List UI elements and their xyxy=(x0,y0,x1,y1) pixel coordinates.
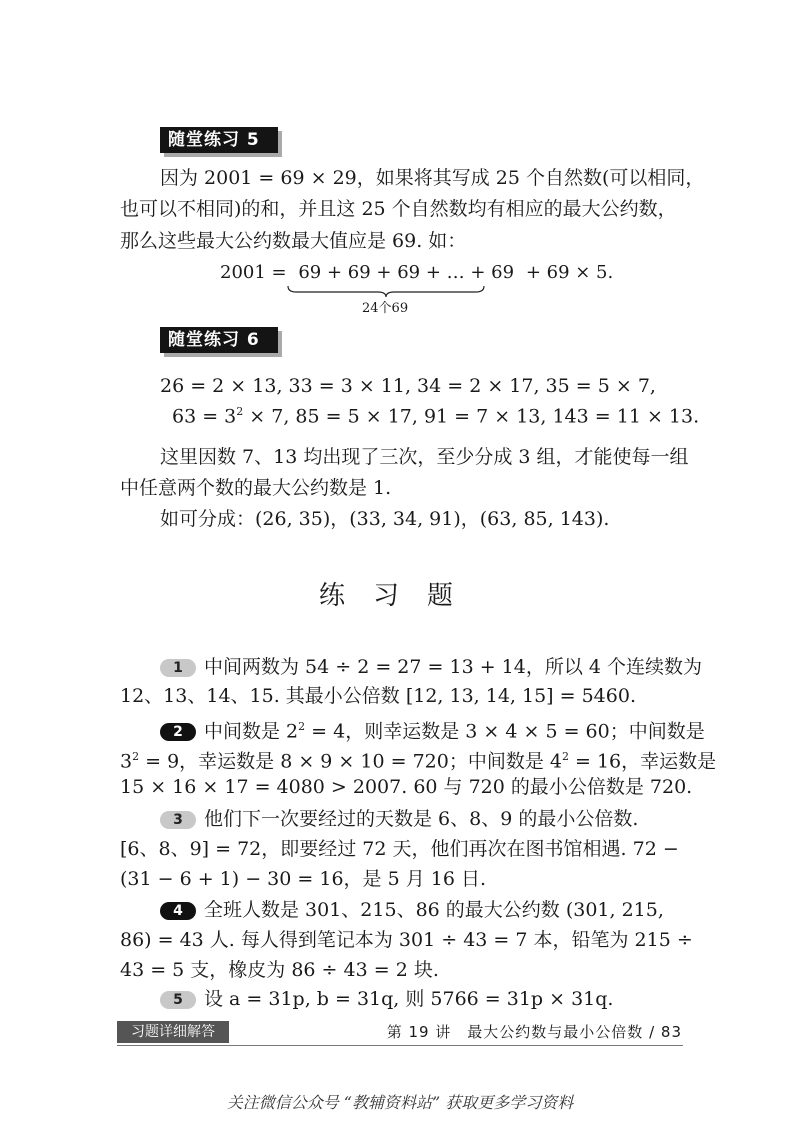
section-5-heading xyxy=(160,127,282,157)
section-6-line-3: 如可分成：(26, 35)，(33, 34, 91)，(63, 85, 143). xyxy=(160,508,610,530)
exercise-4-number: 4 xyxy=(160,902,196,920)
watermark-text: 关注微信公众号 “教辅资料站” 获取更多学习资料 xyxy=(226,1093,574,1112)
section-5-heading-label: 随堂练习 5 xyxy=(160,127,278,153)
exercise-4-line-1 xyxy=(160,897,664,923)
equation-brace-term: 69 + 69 + 69 + … + 69 xyxy=(298,262,515,283)
exercise-1-number: 1 xyxy=(160,659,196,677)
exercise-4-text-1: 全班人数是 301、215、86 的最大公约数 (301, 215, xyxy=(204,899,664,921)
section-6-equation-1: 26 = 2 × 13, 33 = 3 × 11, 34 = 2 × 17, 35 = 5 × 7, xyxy=(160,375,656,397)
footer-divider xyxy=(117,1045,683,1046)
exercise-5-text: 设 a = 31p, b = 31q, 则 5766 = 31p × 31q. xyxy=(204,988,614,1010)
section-6-equation-2 xyxy=(172,405,699,427)
exercise-4-line-3: 43 = 5 支，橡皮为 86 ÷ 43 = 2 块. xyxy=(120,959,439,981)
eq2-exponent: 2 xyxy=(236,405,244,418)
section-5-line-2: 也可以不相同)的和，并且这 25 个自然数均有相应的最大公约数， xyxy=(120,198,677,220)
exercise-2-text-2a: 3 xyxy=(120,750,133,773)
equation-right: + 69 × 5. xyxy=(525,262,614,283)
section-5-line-1: 因为 2001 = 69 × 29，如果将其写成 25 个自然数(可以相同， xyxy=(160,167,705,189)
eq2-part-b: × 7, 85 = 5 × 17, 91 = 7 × 13, 143 = 11 × 13. xyxy=(243,405,700,428)
section-6-line-1: 这里因数 7、13 均出现了三次，至少分成 3 组，才能使每一组 xyxy=(160,446,689,468)
exercise-2-exp-3: 2 xyxy=(561,750,569,763)
exercise-2-text-2c: = 16，幸运数是 xyxy=(568,750,717,773)
exercise-2-line-3: 15 × 16 × 17 = 4080 > 2007. 60 与 720 的最小公倍数是 720. xyxy=(120,776,693,798)
eq2-part-a: 63 = 3 xyxy=(172,405,237,428)
section-5-line-3: 那么这些最大公约数最大值应是 69. 如： xyxy=(120,230,467,252)
exercise-3-line-3: (31 − 6 + 1) − 30 = 16，是 5 月 16 日. xyxy=(120,868,486,890)
exercise-2-number: 2 xyxy=(160,723,196,741)
footer-chapter-page: 第 19 讲 最大公约数与最小公倍数 / 83 xyxy=(386,1023,682,1041)
underbrace xyxy=(286,284,486,298)
exercise-3-text-1: 他们下一次要经过的天数是 6、8、9 的最小公倍数. xyxy=(204,808,639,830)
footer-section-label: 习题详细解答 xyxy=(117,1021,229,1043)
exercise-4-line-2: 86) = 43 人. 每人得到笔记本为 301 ÷ 43 = 7 本，铅笔为 215 ÷ xyxy=(120,929,693,951)
exercise-2-line-2 xyxy=(120,744,716,774)
section-5-equation xyxy=(220,262,613,283)
exercises-title: 练习题 xyxy=(318,581,481,611)
brace-label: 24个69 xyxy=(362,301,409,316)
exercise-2-exp-1: 2 xyxy=(298,720,306,733)
exercise-1-line-1 xyxy=(160,654,702,680)
exercise-1-text-1: 中间两数为 54 ÷ 2 = 27 = 13 + 14，所以 4 个连续数为 xyxy=(204,656,702,678)
exercise-2-text-1b: = 4，则幸运数是 3 × 4 × 5 = 60；中间数是 xyxy=(305,720,705,743)
exercise-2-exp-2: 2 xyxy=(132,750,140,763)
exercise-5-number: 5 xyxy=(160,991,196,1009)
exercise-3-number: 3 xyxy=(160,811,196,829)
section-6-heading xyxy=(160,327,282,357)
section-6-line-2: 中任意两个数的最大公约数是 1. xyxy=(120,477,392,499)
exercise-5-line-1 xyxy=(160,986,613,1012)
exercise-1-line-2: 12、13、14、15. 其最小公倍数 [12, 13, 14, 15] = 5460. xyxy=(120,685,636,707)
exercise-2-text-1a: 中间数是 2 xyxy=(204,720,299,743)
equation-left: 2001 = xyxy=(220,262,287,283)
exercise-2-line-1 xyxy=(160,714,705,744)
exercise-3-line-2: [6、8、9] = 72，即要经过 72 天，他们再次在图书馆相遇. 72 − xyxy=(120,838,679,860)
exercise-3-line-1 xyxy=(160,806,638,832)
exercise-2-text-2b: = 9，幸运数是 8 × 9 × 10 = 720；中间数是 4 xyxy=(139,750,562,773)
section-6-heading-label: 随堂练习 6 xyxy=(160,327,278,353)
